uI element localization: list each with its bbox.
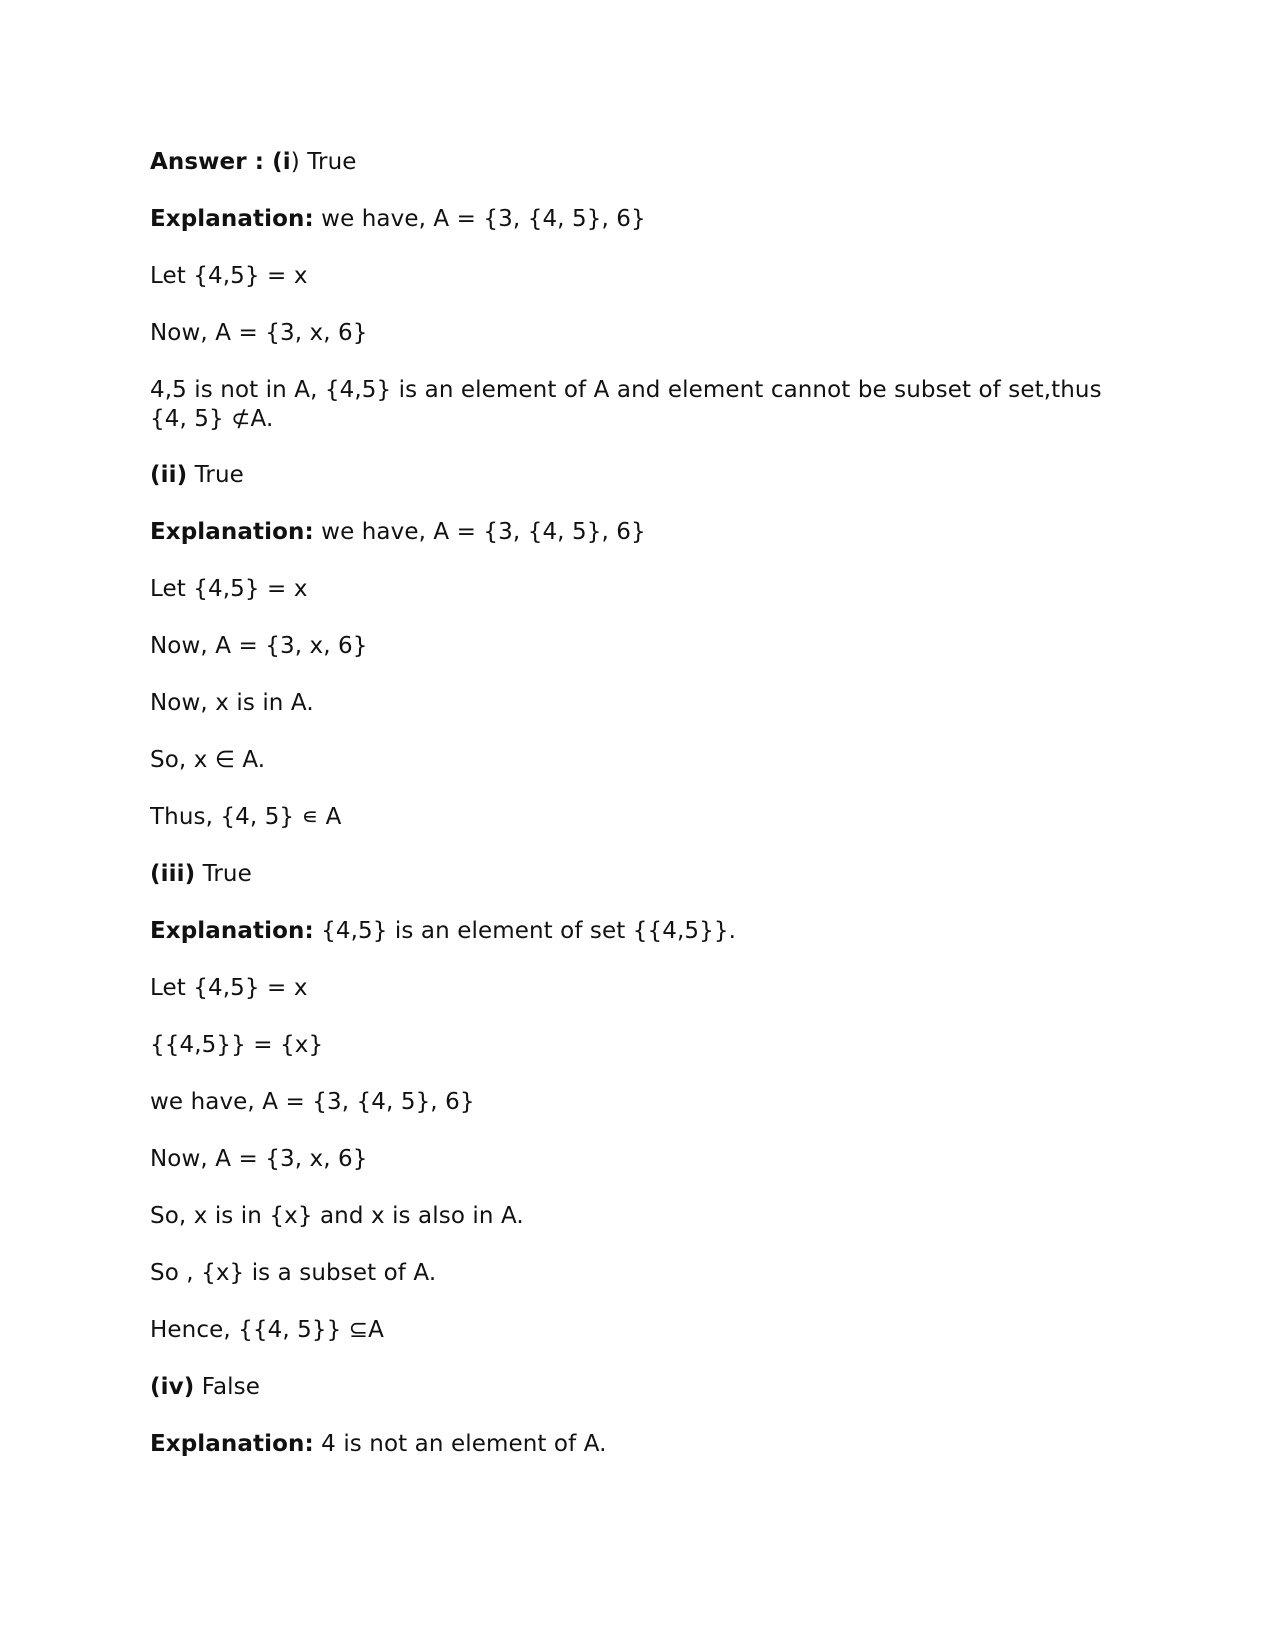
text-line: So , {x} is a subset of A. xyxy=(150,1260,437,1286)
answer-line xyxy=(150,461,1110,490)
answer-value: ) True xyxy=(290,149,357,175)
answer-label: Answer : (i xyxy=(150,149,291,175)
explanation-label: Explanation: xyxy=(150,519,314,545)
answer-value: True xyxy=(195,861,252,887)
text-line: {{4,5}} = {x} xyxy=(150,1032,324,1058)
explanation-line xyxy=(150,917,1110,946)
answer-value: True xyxy=(187,462,244,488)
text-line: we have, A = {3, {4, 5}, 6} xyxy=(150,1089,475,1115)
answer-label: (iii) xyxy=(150,861,196,887)
text-line: Thus, {4, 5} ∊ A xyxy=(150,804,342,830)
explanation-label: Explanation: xyxy=(150,918,314,944)
answer-line xyxy=(150,148,1110,177)
explanation-label: Explanation: xyxy=(150,206,314,232)
text-line: Now, A = {3, x, 6} xyxy=(150,633,368,659)
text-line: Hence, {{4, 5}} ⊆A xyxy=(150,1317,384,1343)
answer-line xyxy=(150,860,1110,889)
text-line: Let {4,5} = x xyxy=(150,263,308,289)
answer-label: (ii) xyxy=(150,462,188,488)
text-line: Now, x is in A. xyxy=(150,690,314,716)
text-paragraph: 4,5 is not in A, {4,5} is an element of A and element cannot be subset of set,thus {4, 5} ⊄A. xyxy=(150,377,1102,432)
text-line: Let {4,5} = x xyxy=(150,576,308,602)
text-line: Now, A = {3, x, 6} xyxy=(150,320,368,346)
explanation-label: Explanation: xyxy=(150,1431,314,1457)
explanation-line xyxy=(150,1430,1110,1459)
explanation-text: 4 is not an element of A. xyxy=(313,1431,607,1457)
explanation-line xyxy=(150,205,1110,234)
answer-value: False xyxy=(194,1374,260,1400)
text-line: Let {4,5} = x xyxy=(150,975,308,1001)
text-line: Now, A = {3, x, 6} xyxy=(150,1146,368,1172)
explanation-text: we have, A = {3, {4, 5}, 6} xyxy=(313,206,646,232)
answer-line xyxy=(150,1373,1110,1402)
text-line: So, x ∈ A. xyxy=(150,747,266,773)
explanation-text: {4,5} is an element of set {{4,5}}. xyxy=(313,918,737,944)
explanation-line xyxy=(150,518,1110,547)
text-line: So, x is in {x} and x is also in A. xyxy=(150,1203,524,1229)
explanation-text: we have, A = {3, {4, 5}, 6} xyxy=(313,519,646,545)
answer-label: (iv) xyxy=(150,1374,195,1400)
